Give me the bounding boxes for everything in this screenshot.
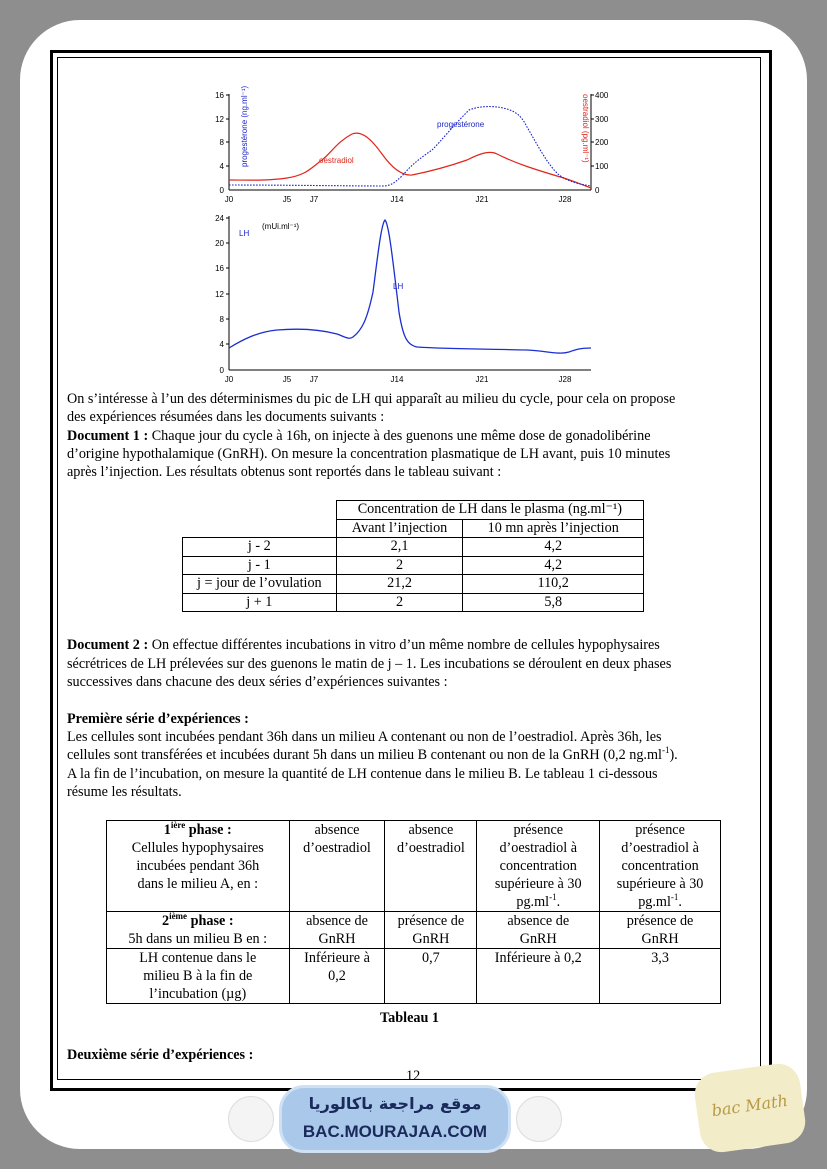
table-row bbox=[107, 949, 721, 1004]
b-presence-cell bbox=[600, 912, 721, 949]
doc1-table-header: Concentration de LH dans le plasma (ng.ml⁻¹) bbox=[336, 501, 643, 520]
a-presence-5: pg.ml bbox=[638, 894, 671, 910]
top-x-ticks bbox=[225, 195, 572, 204]
phase2-num: 2 bbox=[161, 913, 170, 929]
phase2-line-1: 5h dans un milieu B en : bbox=[128, 931, 268, 947]
series1-line-2b: ). bbox=[669, 747, 678, 763]
progesterone-label: progestérone bbox=[437, 120, 485, 129]
doc1-title: Document 1 : bbox=[67, 428, 149, 444]
bottom-x-tick: J0 bbox=[224, 375, 234, 384]
row-after: 110,2 bbox=[463, 575, 644, 594]
oestradiol-curve bbox=[229, 133, 591, 188]
hormone-charts bbox=[207, 72, 620, 390]
top-right-tick: 300 bbox=[595, 115, 609, 124]
top-x-tick: J7 bbox=[309, 195, 319, 204]
left-logo-icon bbox=[228, 1096, 274, 1142]
table-row bbox=[107, 912, 721, 949]
site-url-label: BAC.MOURAJAA.COM bbox=[302, 1122, 488, 1141]
doc1-line-1 bbox=[67, 427, 651, 445]
doc2-line-1 bbox=[67, 636, 660, 654]
b-presence-1: présence de bbox=[626, 913, 694, 929]
table-row bbox=[183, 593, 644, 612]
phase2-cell bbox=[107, 912, 290, 949]
a-presence-4: supérieure à 30 bbox=[616, 876, 704, 892]
table-row bbox=[183, 556, 644, 575]
doc1-line-3: après l’injection. Les résultats obtenus sont reportés dans le tableau suivant : bbox=[67, 464, 502, 480]
row-before: 2 bbox=[336, 593, 463, 612]
r1-2: 0,2 bbox=[328, 968, 346, 984]
phase1-word: phase : bbox=[185, 822, 232, 838]
a-presence-1: présence bbox=[635, 822, 685, 838]
site-arabic-label: موقع مراجعة باكالوريا bbox=[308, 1094, 482, 1113]
row-after: 5,8 bbox=[463, 593, 644, 612]
doc1-col-after: 10 mn après l’injection bbox=[463, 519, 644, 538]
phase1-num: 1 bbox=[163, 822, 171, 838]
a-presence-sup: -1 bbox=[549, 892, 557, 902]
top-left-tick: 16 bbox=[215, 91, 224, 100]
b-gnrh: GnRH bbox=[519, 931, 557, 947]
doc2-line-3: successives dans chacune des deux séries d’expériences suivantes : bbox=[67, 674, 448, 690]
bottom-x-tick: J5 bbox=[282, 375, 292, 384]
series1-line-3: A la fin de l’incubation, on mesure la quantité de LH contenue dans le milieu B. Le tableau 1 ci-dessous bbox=[67, 766, 658, 782]
top-right-tick: 400 bbox=[595, 91, 609, 100]
r1-cell bbox=[289, 949, 385, 1004]
a-presence-cell bbox=[477, 821, 600, 912]
top-left-tick: 12 bbox=[215, 115, 224, 124]
a-absence-2: d’oestradiol bbox=[397, 840, 465, 856]
doc1-table bbox=[182, 500, 644, 612]
a-presence-end: . bbox=[556, 894, 561, 910]
right-logo-icon bbox=[516, 1096, 562, 1142]
series1-sup: -1 bbox=[661, 745, 670, 755]
bottom-x-ticks bbox=[225, 375, 572, 384]
b-gnrh: GnRH bbox=[412, 931, 450, 947]
a-absence-1: absence bbox=[314, 822, 360, 838]
top-left-axis-label: progestérone (ng.ml⁻¹) bbox=[240, 85, 249, 167]
a-presence-3: concentration bbox=[621, 858, 699, 874]
series1-line-4: résume les résultats. bbox=[67, 784, 182, 800]
lh-unit-label: (mUi.ml⁻¹) bbox=[262, 222, 300, 231]
tableau-1 bbox=[106, 820, 721, 1004]
series1-title-text: Première série d’expériences : bbox=[67, 711, 249, 727]
series1-line-2a: cellules sont transférées et incubées durant 5h dans un milieu B contenant ou non de la GnRH (0,2 ng.ml bbox=[67, 747, 662, 763]
bottom-y-tick: 4 bbox=[219, 340, 224, 349]
bottom-x-tick: J28 bbox=[558, 375, 572, 384]
b-gnrh: GnRH bbox=[318, 931, 356, 947]
bottom-y-tick: 16 bbox=[215, 264, 224, 273]
a-presence-3: concentration bbox=[499, 858, 577, 874]
b-absence-1: absence de bbox=[507, 913, 570, 929]
result-1: LH contenue dans le bbox=[139, 950, 257, 966]
top-right-tick: 0 bbox=[595, 186, 600, 195]
a-presence-cell bbox=[600, 821, 721, 912]
top-right-axis-label: oestradiol (pg.ml⁻¹) bbox=[581, 94, 590, 163]
a-absence-2: d’oestradiol bbox=[303, 840, 371, 856]
result-3: l’incubation (µg) bbox=[149, 986, 247, 1002]
oestradiol-label: oestradiol bbox=[319, 156, 354, 165]
intro-line-1: On s’intéresse à l’un des déterminismes du pic de LH qui apparaît au milieu du cycle, pour cela on propose bbox=[67, 391, 676, 407]
site-link-button[interactable] bbox=[282, 1088, 508, 1150]
r1-1: Inférieure à bbox=[304, 950, 370, 966]
b-absence-1: absence de bbox=[306, 913, 368, 929]
row-before: 2 bbox=[336, 556, 463, 575]
bac-math-badge bbox=[692, 1061, 808, 1155]
top-x-tick: J21 bbox=[475, 195, 489, 204]
result-cell bbox=[107, 949, 290, 1004]
top-left-tick: 4 bbox=[219, 162, 224, 171]
bottom-x-tick: J21 bbox=[475, 375, 489, 384]
bottom-y-tick: 24 bbox=[215, 214, 224, 223]
doc1-text-1: Chaque jour du cycle à 16h, on injecte à des guenons une même dose de gonadolibérine bbox=[148, 428, 651, 444]
bottom-y-tick: 0 bbox=[219, 366, 224, 375]
lh-curve-label: LH bbox=[393, 282, 404, 291]
result-2: milieu B à la fin de bbox=[143, 968, 253, 984]
row-day: j + 1 bbox=[183, 593, 337, 612]
bottom-y-tick: 20 bbox=[215, 239, 224, 248]
a-presence-5: pg.ml bbox=[516, 894, 550, 910]
row-before: 21,2 bbox=[336, 575, 463, 594]
a-presence-sup: -1 bbox=[670, 892, 679, 902]
a-presence-end: . bbox=[678, 894, 682, 910]
series2-title-text: Deuxième série d’expériences : bbox=[67, 1047, 254, 1063]
r3-cell: Inférieure à 0,2 bbox=[477, 949, 600, 1004]
r4-cell: 3,3 bbox=[600, 949, 721, 1004]
doc1-line-2: d’origine hypothalamique (GnRH). On mesure la concentration plasmatique de LH avant, puis 10 minutes bbox=[67, 446, 671, 462]
bottom-x-tick: J14 bbox=[390, 375, 404, 384]
top-x-tick: J5 bbox=[282, 195, 292, 204]
table-row bbox=[183, 575, 644, 594]
progesterone-curve bbox=[229, 107, 591, 187]
top-left-tick: 8 bbox=[219, 138, 224, 147]
top-left-tick: 0 bbox=[219, 186, 224, 195]
a-presence-2: d’oestradiol à bbox=[621, 840, 699, 856]
top-x-tick: J0 bbox=[224, 195, 234, 204]
top-right-ticks bbox=[591, 91, 609, 195]
bottom-x-tick: J7 bbox=[309, 375, 319, 384]
top-left-ticks bbox=[215, 91, 229, 195]
lh-axis-label: LH bbox=[239, 229, 250, 238]
doc1-col-before: Avant l’injection bbox=[336, 519, 463, 538]
phase1-line-2: incubées pendant 36h bbox=[136, 858, 260, 874]
phase1-cell bbox=[107, 821, 290, 912]
b-presence-1: présence de bbox=[397, 913, 465, 929]
row-after: 4,2 bbox=[463, 556, 644, 575]
bac-math-label: bac Math bbox=[710, 1090, 789, 1121]
row-day: j - 1 bbox=[183, 556, 337, 575]
doc2-line-2: sécrétrices de LH prélevées sur des guenons le matin de j – 1. Les incubations se déroulent en deux phases bbox=[67, 656, 672, 672]
row-day: j - 2 bbox=[183, 538, 337, 557]
row-day: j = jour de l’ovulation bbox=[183, 575, 337, 594]
r2-cell: 0,7 bbox=[385, 949, 477, 1004]
top-right-tick: 100 bbox=[595, 162, 609, 171]
intro-line-2: des expériences résumées dans les documents suivants : bbox=[67, 409, 385, 425]
a-presence-4: supérieure à 30 bbox=[494, 876, 582, 892]
lh-curve bbox=[229, 220, 591, 353]
b-gnrh: GnRH bbox=[641, 931, 679, 947]
a-absence-1: absence bbox=[408, 822, 454, 838]
row-after: 4,2 bbox=[463, 538, 644, 557]
a-absence-cell bbox=[289, 821, 385, 912]
doc2-text-1: On effectue différentes incubations in vitro d’un même nombre de cellules hypophysaires bbox=[148, 637, 660, 653]
bottom-y-ticks bbox=[215, 214, 229, 375]
tableau-caption-text: Tableau 1 bbox=[380, 1010, 440, 1026]
b-presence-cell bbox=[385, 912, 477, 949]
a-presence-2: d’oestradiol à bbox=[499, 840, 578, 856]
table-row bbox=[183, 538, 644, 557]
row-before: 2,1 bbox=[336, 538, 463, 557]
table-row bbox=[107, 821, 721, 912]
page-number: 12 bbox=[406, 1068, 421, 1084]
b-absence-cell bbox=[477, 912, 600, 949]
series1-line-1: Les cellules sont incubées pendant 36h dans un milieu A contenant ou non de l’oestradiol. Après 36h, les bbox=[67, 729, 662, 745]
doc2-title: Document 2 : bbox=[67, 637, 149, 653]
a-presence-1: présence bbox=[513, 822, 564, 838]
bottom-y-tick: 12 bbox=[215, 290, 224, 299]
top-x-tick: J14 bbox=[390, 195, 404, 204]
bottom-y-tick: 8 bbox=[219, 315, 224, 324]
phase2-word: phase : bbox=[187, 913, 234, 929]
phase1-line-1: Cellules hypophysaires bbox=[131, 840, 264, 856]
b-absence-cell bbox=[289, 912, 385, 949]
phase1-sup: ière bbox=[170, 820, 186, 830]
tableau-caption bbox=[380, 1009, 439, 1027]
top-x-tick: J28 bbox=[558, 195, 572, 204]
series1-line-2 bbox=[67, 746, 678, 764]
phase1-line-3: dans le milieu A, en : bbox=[137, 876, 259, 892]
phase2-sup: ième bbox=[169, 911, 188, 921]
series1-title bbox=[67, 710, 249, 728]
a-absence-cell bbox=[385, 821, 477, 912]
series2-title bbox=[67, 1046, 253, 1064]
top-right-tick: 200 bbox=[595, 138, 609, 147]
